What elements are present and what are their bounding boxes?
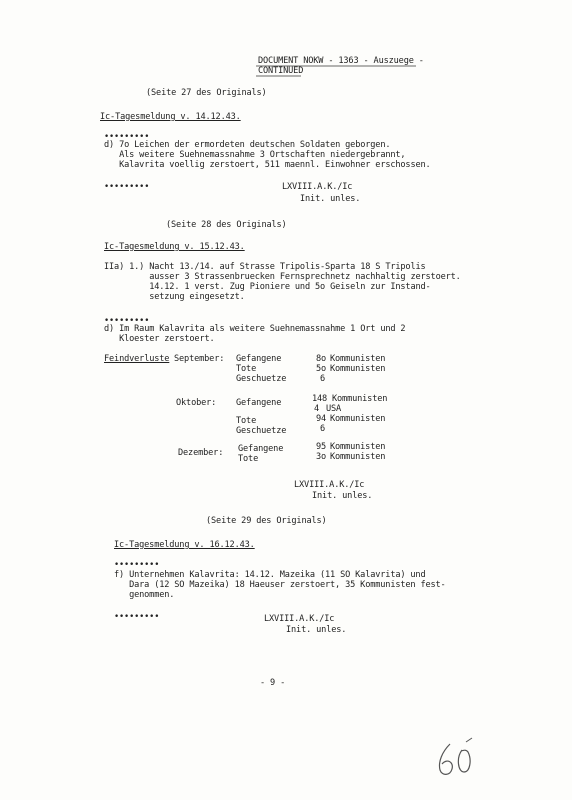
signature-initials: Init. unles.: [312, 491, 373, 501]
signature-unit: LXVIII.A.K./Ic: [282, 182, 353, 192]
losses-row-label: Geschuetze: [236, 374, 287, 384]
signature-initials: Init. unles.: [286, 625, 347, 635]
signature-initials: Init. unles.: [300, 194, 361, 204]
report-title-14-12: Ic-Tagesmeldung v. 14.12.43.: [100, 112, 241, 122]
paragraph-d-line1: d) Im Raum Kalavrita als weitere Suehnemassnahme 1 Ort und 2: [104, 324, 406, 334]
document-header-line1: DOCUMENT NOKW - 1363 - Auszuege -: [258, 56, 424, 66]
paragraph-d-line3: Kalavrita voellig zerstoert, 511 maennl. Einwohner erschossen.: [104, 160, 431, 170]
paragraph-d-line2: Als weitere Suehnemassnahme 3 Ortschaften niedergebrannt,: [104, 150, 406, 160]
losses-row-label: Gefangene: [238, 444, 284, 454]
handwritten-page-mark: [432, 736, 492, 782]
paragraph-f-line1: f) Unternehmen Kalavrita: 14.12. Mazeika (11 SO Kalavrita) und: [114, 570, 426, 580]
paragraph-f-line2: Dara (12 SO Mazeika) 18 Haeuser zerstoert, 35 Kommunisten fest-: [114, 580, 446, 590]
losses-row-value: 8o: [316, 354, 327, 364]
losses-row-label: Tote: [236, 364, 257, 374]
losses-month-dezember: Dezember:: [178, 448, 224, 458]
losses-row-note: Kommunisten: [332, 394, 388, 404]
signature-unit: LXVIII.A.K./Ic: [264, 614, 335, 624]
losses-row-value: 95: [316, 442, 327, 452]
losses-row-label: Geschuetze: [236, 426, 287, 436]
losses-row-note: Kommunisten: [330, 442, 386, 452]
paragraph-d-line1: d) 7o Leichen der ermordeten deutschen Soldaten geborgen.: [104, 140, 391, 150]
dots-separator: •••••••••: [104, 316, 150, 326]
losses-row-note: Kommunisten: [330, 414, 386, 424]
paragraph-d-line2: Kloester zerstoert.: [104, 334, 215, 344]
page-number: - 9 -: [260, 678, 286, 688]
losses-row-note: Kommunisten: [330, 452, 386, 462]
paragraph-1-line4: setzung eingesetzt.: [104, 292, 245, 302]
losses-row-label: Tote: [236, 416, 257, 426]
dots-separator: •••••••••: [114, 560, 160, 570]
report-title-15-12: Ic-Tagesmeldung v. 15.12.43.: [104, 242, 245, 252]
losses-row-label: Gefangene: [236, 398, 282, 408]
losses-row-note: USA: [326, 404, 342, 414]
header-underline: [256, 64, 426, 78]
page-ref-27: (Seite 27 des Originals): [146, 88, 267, 98]
losses-row-value: 6: [320, 424, 326, 434]
dots-separator: •••••••••: [104, 182, 150, 192]
paragraph-1-line3: 14.12. 1 verst. Zug Pioniere und 5o Geiseln zur Instand-: [104, 282, 431, 292]
paragraph-1-line2: ausser 3 Strassenbruecken Fernsprechnetz nachhaltig zerstoert.: [104, 272, 461, 282]
losses-row-value: 148: [312, 394, 328, 404]
paragraph-f-line3: genommen.: [114, 590, 175, 600]
losses-row-note: Kommunisten: [330, 354, 386, 364]
losses-row-value: 4: [314, 404, 320, 414]
losses-row-value: 94: [316, 414, 327, 424]
losses-month-oktober: Oktober:: [176, 398, 217, 408]
losses-month-september: September:: [174, 354, 225, 364]
losses-row-note: Kommunisten: [330, 364, 386, 374]
report-title-16-12: Ic-Tagesmeldung v. 16.12.43.: [114, 540, 255, 550]
page-ref-28: (Seite 28 des Originals): [166, 220, 287, 230]
document-header-line2: CONTINUED: [258, 66, 304, 76]
losses-row-value: 3o: [316, 452, 327, 462]
losses-row-label: Gefangene: [236, 354, 282, 364]
page-ref-29: (Seite 29 des Originals): [206, 516, 327, 526]
signature-unit: LXVIII.A.K./Ic: [294, 480, 365, 490]
paragraph-1-line1: IIa) 1.) Nacht 13./14. auf Strasse Tripolis-Sparta 18 S Tripolis: [104, 262, 426, 272]
losses-row-value: 5o: [316, 364, 327, 374]
dots-separator: •••••••••: [104, 132, 150, 142]
losses-label: Feindverluste: [104, 354, 170, 364]
dots-separator: •••••••••: [114, 612, 160, 622]
losses-row-label: Tote: [238, 454, 259, 464]
losses-row-value: 6: [320, 374, 326, 384]
